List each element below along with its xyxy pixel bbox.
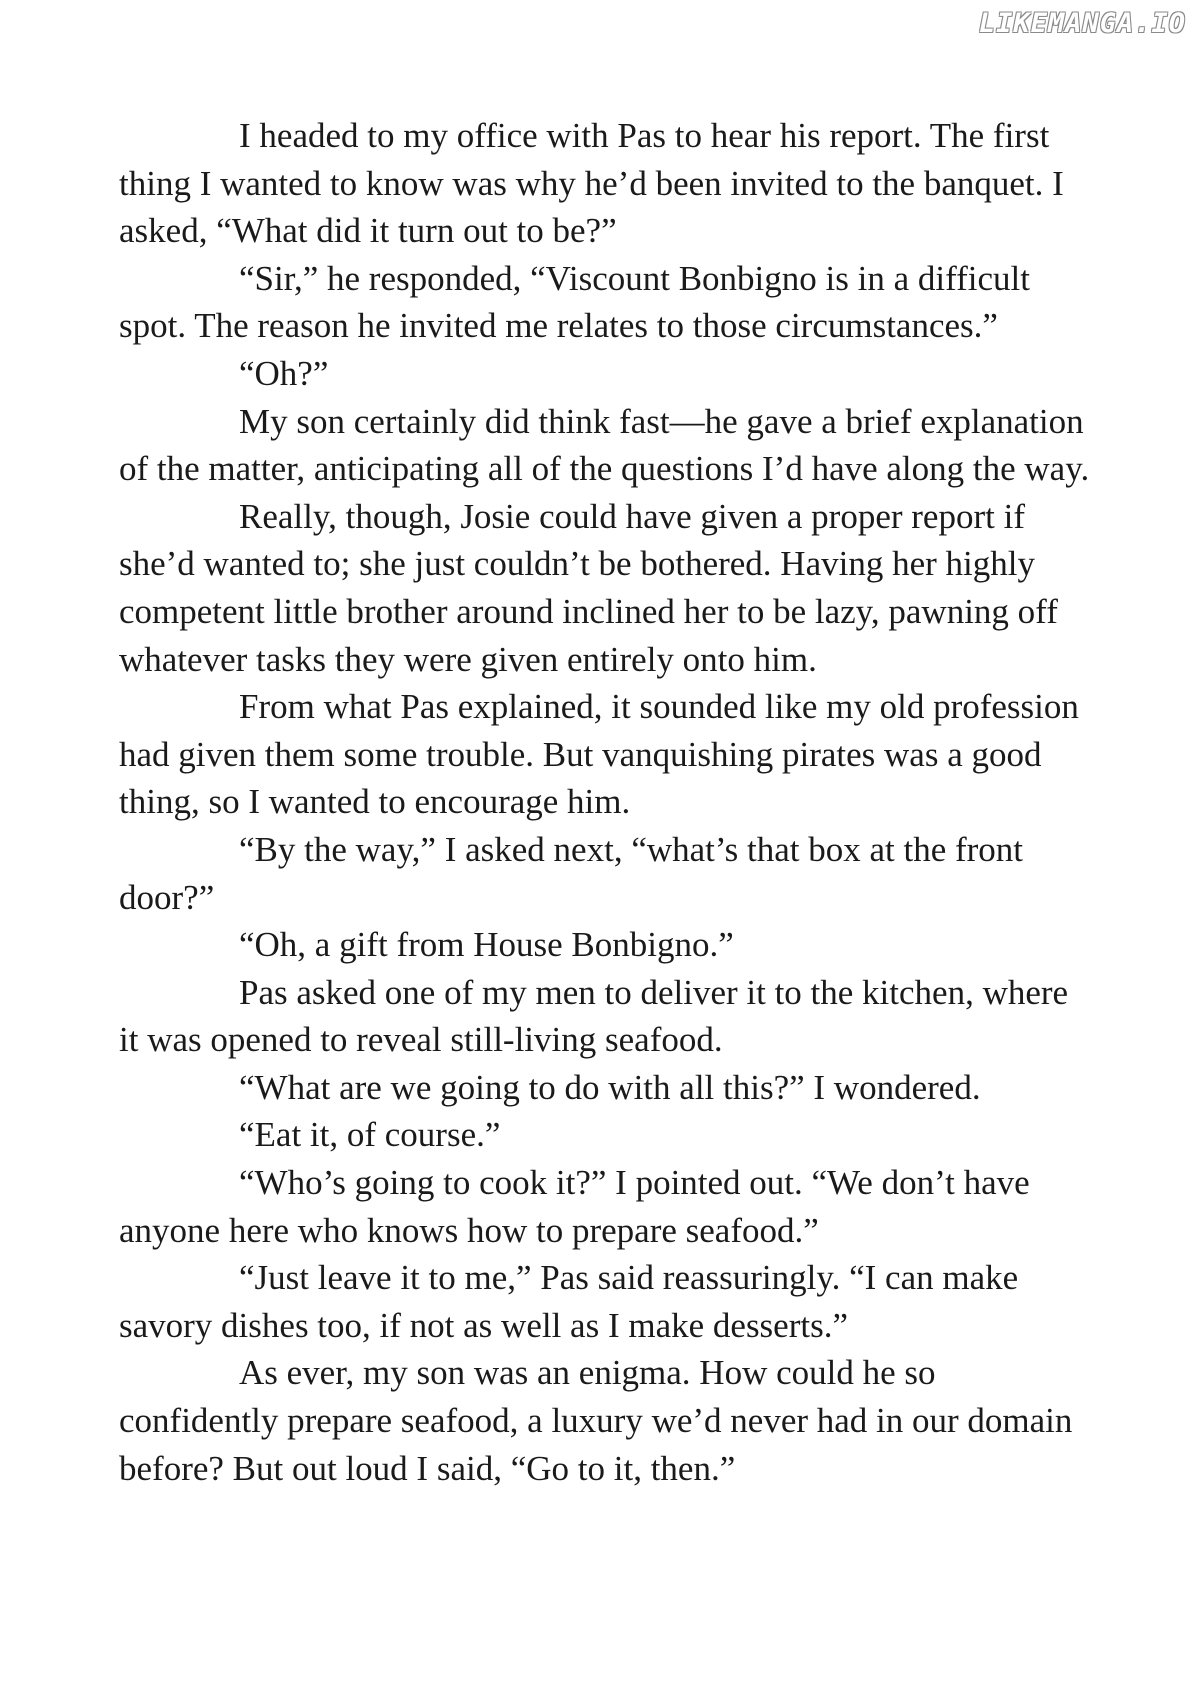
paragraph: “Oh?” bbox=[239, 353, 329, 393]
paragraph: “Who’s going to cook it?” I pointed out. “We don’t have anyone here who knows how to prepare seafood.” bbox=[119, 1163, 1030, 1250]
paragraph: I headed to my office with Pas to hear his report. The first thing I wanted to know was why he’d been invited to the banquet. I asked, “What did it turn out to be?” bbox=[119, 116, 1064, 251]
paragraph: “Eat it, of course.” bbox=[239, 1115, 501, 1155]
paragraph: “What are we going to do with all this?” I wondered. bbox=[239, 1067, 981, 1107]
paragraph: My son certainly did think fast—he gave a brief explanation of the matter, anticipating all of the questions I’d have along the way. bbox=[119, 401, 1090, 489]
paragraph: “Oh, a gift from House Bonbigno.” bbox=[239, 925, 734, 965]
paragraph: Pas asked one of my men to deliver it to the kitchen, where it was opened to reveal still-living seafood. bbox=[119, 972, 1069, 1060]
paragraph: “By the way,” I asked next, “what’s that box at the front door?” bbox=[119, 829, 1024, 917]
paragraph: From what Pas explained, it sounded like my old profession had given them some trouble. But vanquishing pirates was a good thing, so I wanted to encourage him. bbox=[119, 687, 1079, 822]
page-text bbox=[119, 112, 1094, 1492]
paragraph: “Just leave it to me,” Pas said reassuringly. “I can make savory dishes too, if not as well as I make desserts.” bbox=[119, 1258, 1019, 1345]
paragraph: As ever, my son was an enigma. How could he so confidently prepare seafood, a luxury we’d never had in our domain before? But out loud I said, “Go to it, then.” bbox=[119, 1353, 1073, 1488]
paragraph: Really, though, Josie could have given a proper report if she’d wanted to; she just couldn’t be bothered. Having her highly competent little brother around inclined her to be lazy, pawning off whatever tasks they were given entirely onto him. bbox=[119, 496, 1058, 679]
paragraph: “Sir,” he responded, “Viscount Bonbigno is in a difficult spot. The reason he invited me relates to those circumstances.” bbox=[119, 258, 1030, 346]
site-watermark: LIKEMANGA.IO bbox=[978, 8, 1186, 39]
